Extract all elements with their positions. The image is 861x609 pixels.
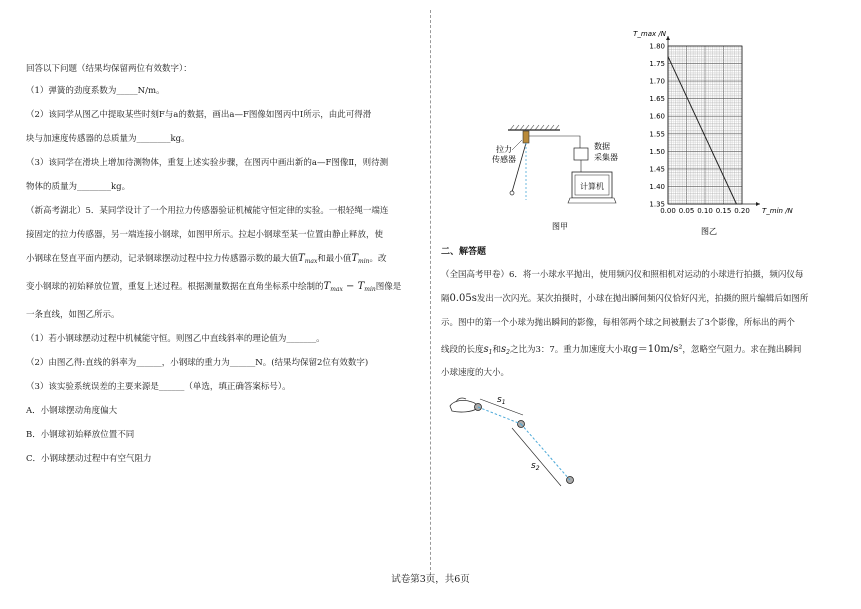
tension-sensor [523, 131, 529, 143]
y-tick-label: 1.70 [649, 77, 665, 86]
tmin-symbol: $T_{min}$ [351, 253, 370, 265]
question-2-line-1: （2）该同学从图乙中提取某些时刻F与a的数据，画出a—F图像如图丙中Ⅰ所示，由此可得滑 [26, 110, 372, 120]
figure-yi-caption: 图乙 [701, 227, 717, 236]
problem-6-line-2: 隔0.05s发出一次闪光。某次拍摄时，小球在抛出瞬间频闪仪恰好闪光，拍摄的照片编辑后如图所 [441, 293, 809, 304]
flash-interval: 0.05s [449, 293, 477, 304]
problem-5-line-2: 接固定的拉力传感器，另一端连接小钢球，如图甲所示。拉起小钢球至某一位置由静止释放，使 [26, 230, 384, 240]
problem-5-line-3a: 小钢球在竖直平面内摆动，记录钢球摆动过程中拉力传感器示数的最大值 [26, 254, 299, 264]
problem-6-line-4: 线段的长度$s_1$和$s_2$之比为3：7。重力加速度大小取g＝10m/s²，忽略空气阻力。求在抛出瞬间 [441, 344, 802, 356]
option-a: A．小钢球摆动角度偏大 [26, 406, 118, 416]
x-tick-label: 0.10 [697, 207, 713, 215]
problem-6-line-1: （全国高考甲卷）6．将一小球水平抛出，使用频闪仪和照相机对运动的小球进行拍摄，频闪仪每 [441, 270, 804, 280]
collector-label-1: 数据 [594, 142, 610, 151]
y-tick-label: 1.55 [649, 130, 665, 139]
intro-text: 回答以下问题（结果均保留两位有效数字）： [26, 64, 192, 74]
hand-icon [450, 400, 477, 412]
sensor-label-1: 拉力 [496, 145, 512, 154]
problem-5-line-4b: 图像是 [375, 282, 402, 292]
option-b: B．小钢球初始释放位置不同 [26, 430, 135, 440]
figure-jia-caption: 图甲 [552, 222, 568, 231]
problem-5-line-5: 一条直线，如图乙所示。 [26, 310, 120, 320]
question-3-line-1: （3）该同学在滑块上增加待测物体，重复上述实验步骤，在图丙中画出新的a—F图像Ⅱ，则待测 [26, 158, 389, 168]
y-axis-arrow [666, 36, 670, 40]
x-tick-label: 0.15 [715, 207, 732, 215]
problem-5-line-3b: 和最小值 [317, 254, 352, 264]
problem-5-line-3c: 。改 [369, 254, 387, 264]
question-3-line-2: 物体的质量为________kg。 [26, 182, 131, 192]
tmax-symbol: $T_{max}$ [298, 253, 318, 265]
data-collector [574, 148, 588, 160]
y-tick-label: 1.35 [649, 200, 665, 209]
s2-symbol: $s_2$ [501, 344, 510, 356]
label-s1: $s_1$ [497, 395, 506, 406]
collector-label-2: 采集器 [594, 153, 618, 162]
problem-5-line-4 [26, 280, 401, 293]
x-tick-label: 0.00 [660, 207, 676, 215]
y-tick-label: 1.65 [649, 95, 665, 104]
figure-jia [490, 120, 640, 240]
problem-5-question-2: （2）由图乙得:直线的斜率为______，小钢球的重力为______N。(结果均保留2位有效数字) [26, 358, 369, 368]
y-tick-label: 1.45 [649, 165, 665, 174]
problem-6-line-3: 示。图中的第一个小球为抛出瞬间的影像，每相邻两个球之间被删去了3个影像，所标出的两个 [441, 318, 795, 328]
x-axis-label: T_min /N [762, 207, 793, 215]
s1-symbol: $s_1$ [483, 344, 493, 356]
y-tick-label: 1.80 [649, 42, 665, 51]
question-2-line-2: 块与加速度传感器的总质量为________kg。 [26, 134, 190, 144]
projectile-figure [448, 390, 608, 500]
steel-ball-released [510, 191, 514, 195]
x-tick-label: 0.05 [678, 207, 695, 215]
y-axis-label: T_max /N [633, 30, 666, 38]
sensor-label-2: 传感器 [492, 155, 516, 164]
section-title: 二、解答题 [441, 247, 487, 257]
y-tick-label: 1.40 [649, 182, 665, 191]
y-tick-label: 1.75 [649, 60, 665, 69]
gravity-value: g＝10m/s² [631, 344, 683, 355]
x-tick-label: 0.20 [734, 207, 750, 215]
y-tick-label: 1.60 [649, 112, 665, 121]
page-footer: 试卷第3页，共6页 [391, 574, 470, 585]
x-axis-arrow [756, 202, 760, 206]
figure-yi-chart [633, 30, 793, 242]
problem-5-question-3: （3）该实验系统误差的主要来源是______（单选，填正确答案标号）。 [26, 382, 291, 392]
column-divider [430, 10, 431, 580]
problem-5-line-4a: 变小钢球的初始释放位置，重复上述过程。根据测量数据在直角坐标系中绘制的 [26, 282, 324, 292]
problem-5-line-1: （新高考湖北）5．某同学设计了一个用拉力传感器验证机械能守恒定律的实验。一根轻绳一端连 [26, 206, 389, 216]
option-c: C．小钢球摆动过程中有空气阻力 [26, 454, 152, 464]
label-s2: $s_2$ [531, 461, 540, 472]
question-1: （1）弹簧的劲度系数为_____N/m。 [26, 86, 165, 96]
tmax-minus-tmin: $T_{max} - T_{min}$ [323, 281, 376, 293]
problem-6-line-5: 小球速度的大小。 [441, 368, 510, 378]
problem-5-line-3 [26, 252, 387, 265]
computer-label: 计算机 [580, 182, 604, 191]
y-tick-label: 1.50 [649, 147, 665, 156]
problem-5-question-1: （1）若小钢球摆动过程中机械能守恒。则图乙中直线斜率的理论值为_______。 [26, 334, 325, 344]
